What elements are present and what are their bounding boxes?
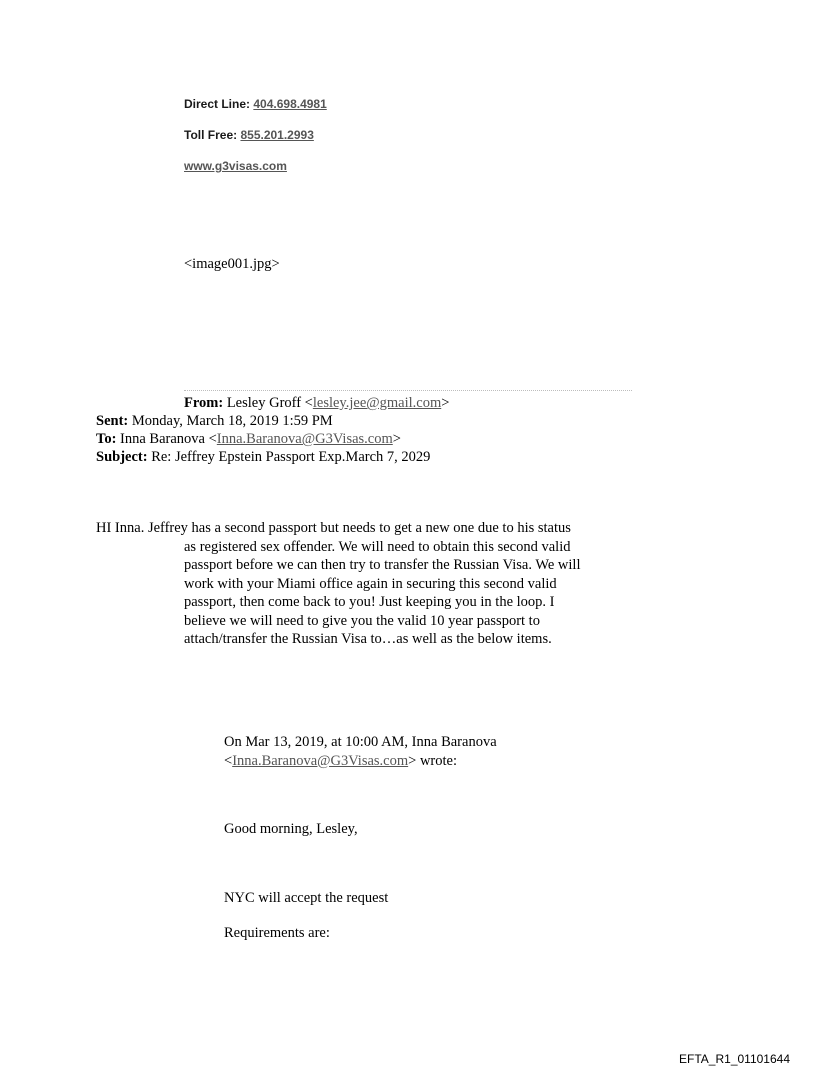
sent-label: Sent:: [96, 413, 129, 429]
body-line: work with your Miami office again in securing this second valid: [184, 575, 557, 592]
body-paragraph: [184, 538, 580, 649]
quoted-open: <: [224, 752, 233, 769]
sent-value: Monday, March 18, 2019 1:59 PM: [131, 413, 333, 429]
quoted-intro-line2: [224, 752, 497, 771]
body-line: believe we will need to give you the valid 10 year passport to: [184, 612, 540, 629]
from-line: [184, 394, 449, 412]
body-line: passport before we can then try to transfer the Russian Visa. We will: [184, 557, 581, 573]
body-line: passport, then come back to you! Just keeping you in the loop. I: [184, 594, 555, 610]
direct-line-number[interactable]: 404.698.4981: [253, 97, 327, 111]
to-line: [96, 430, 401, 448]
to-email[interactable]: Inna.Baranova@G3Visas.com: [216, 431, 393, 447]
website-line: [184, 159, 287, 173]
body-line: as registered sex offender. We will need to obtain this second valid: [184, 538, 571, 555]
to-name: Inna Baranova <: [120, 431, 217, 447]
quoted-line2: Requirements are:: [224, 925, 330, 941]
from-close: >: [441, 395, 450, 411]
quoted-intro: [224, 733, 497, 770]
to-close: >: [392, 431, 401, 447]
subject-line: [96, 448, 430, 466]
toll-free-line: [184, 128, 314, 142]
quoted-intro-line1: On Mar 13, 2019, at 10:00 AM, Inna Baranova: [224, 734, 497, 750]
to-label: To:: [96, 431, 117, 447]
direct-line-label: Direct Line:: [184, 97, 251, 111]
toll-free-number[interactable]: 855.201.2993: [240, 128, 314, 142]
body-first-line: HI Inna. Jeffrey has a second passport but needs to get a new one due to his status: [96, 520, 571, 536]
subject-label: Subject:: [96, 449, 148, 465]
toll-free-label: Toll Free:: [184, 128, 238, 142]
document-id: EFTA_R1_01101644: [679, 1052, 790, 1066]
sent-line: [96, 412, 333, 430]
from-label: From:: [184, 395, 224, 411]
quoted-close: > wrote:: [408, 752, 458, 769]
website-link[interactable]: www.g3visas.com: [184, 159, 287, 173]
from-email[interactable]: lesley.jee@gmail.com: [312, 395, 442, 411]
from-name: Lesley Groff <: [226, 395, 313, 411]
quoted-greeting: Good morning, Lesley,: [224, 821, 358, 837]
attachment-placeholder: <image001.jpg>: [184, 256, 280, 272]
direct-line: [184, 97, 327, 111]
header-divider: [184, 390, 632, 391]
quoted-email[interactable]: Inna.Baranova@G3Visas.com: [232, 752, 409, 769]
quoted-line1: NYC will accept the request: [224, 890, 389, 906]
subject-value: Re: Jeffrey Epstein Passport Exp.March 7, 2029: [151, 449, 431, 465]
body-line: attach/transfer the Russian Visa to…as well as the below items.: [184, 631, 552, 647]
